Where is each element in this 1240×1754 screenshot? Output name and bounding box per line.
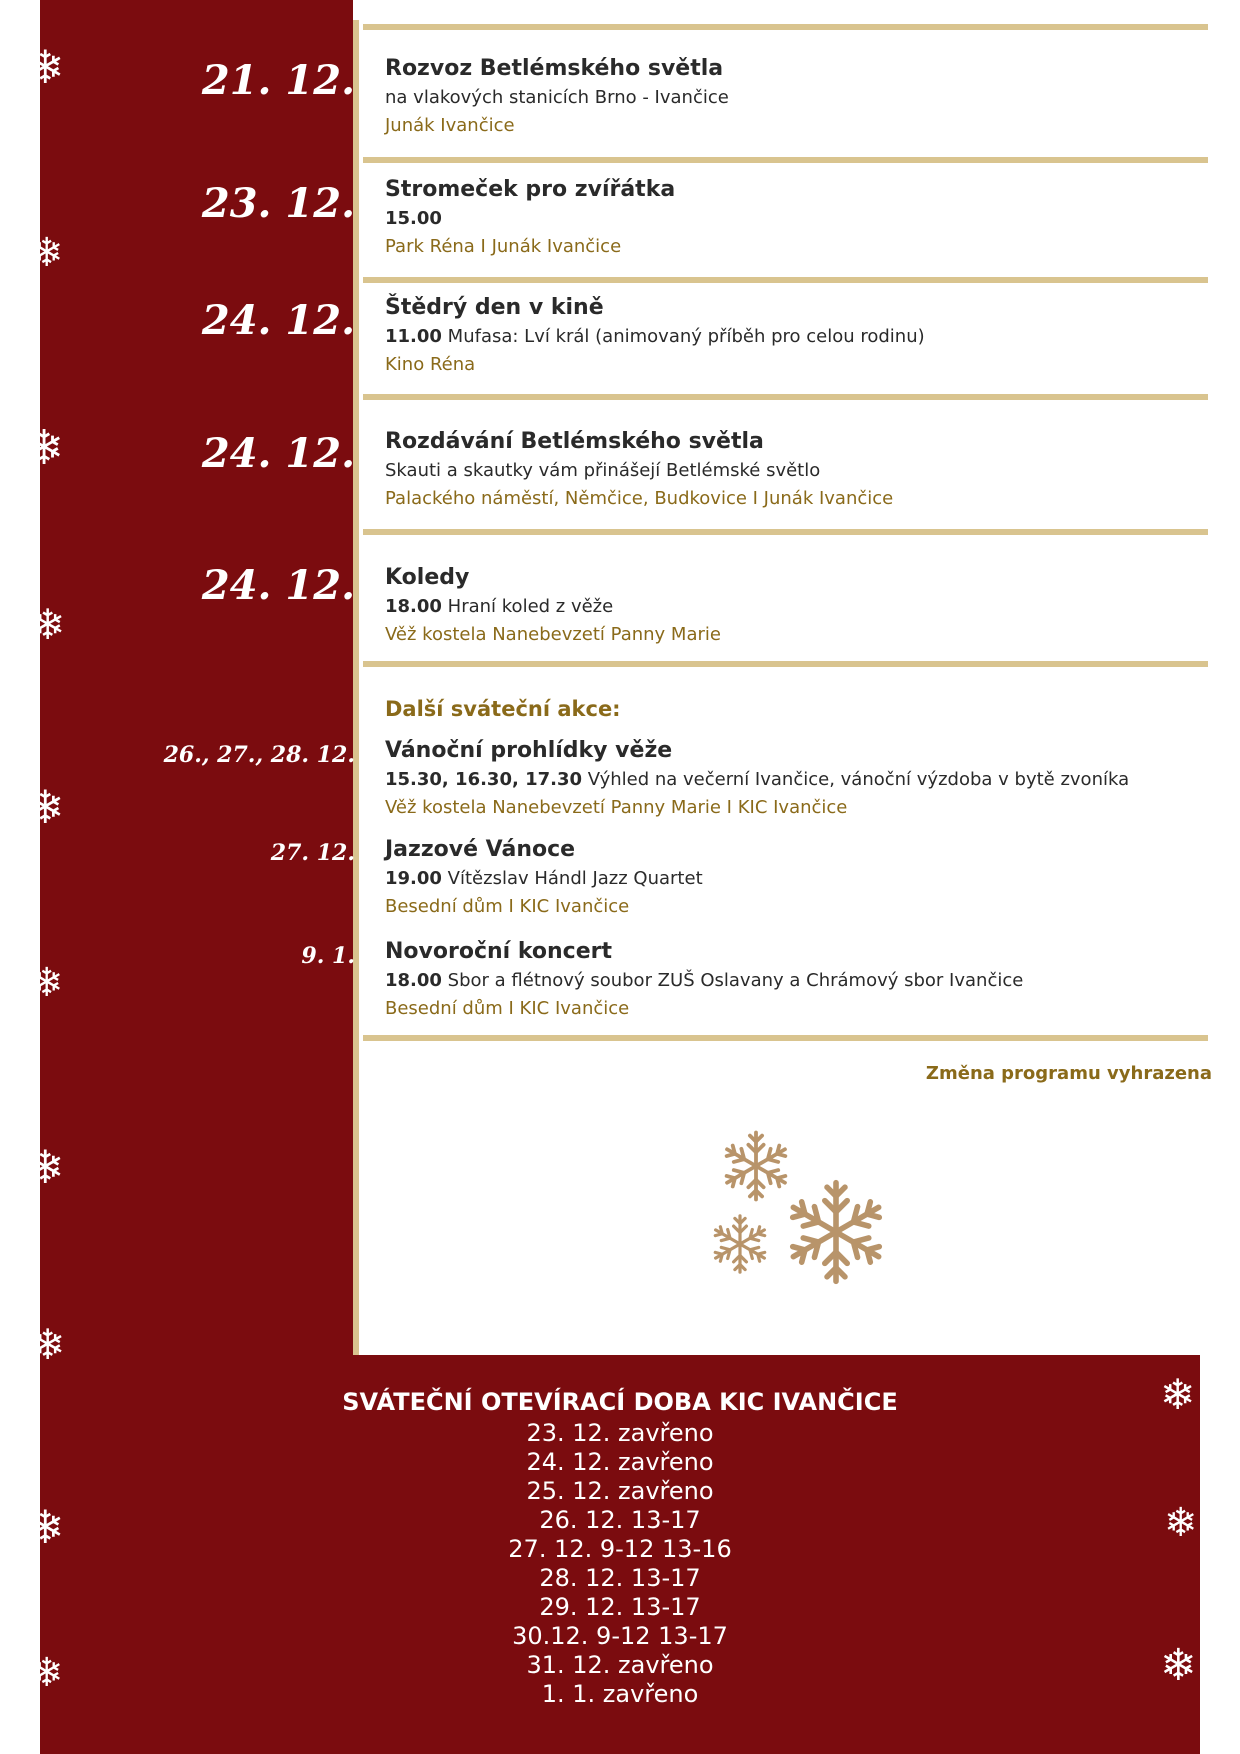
event-date: 27. 12. <box>270 840 355 866</box>
event-date: 9. 1. <box>301 943 355 969</box>
event-item <box>385 54 1225 140</box>
snowflake-icon: ❄ <box>30 960 64 1006</box>
horizontal-divider <box>363 157 1208 163</box>
event-title: Rozvoz Betlémského světla <box>385 56 724 81</box>
event-item <box>385 736 1225 822</box>
event-place: Věž kostela Nanebevzetí Panny Marie <box>385 624 721 645</box>
opening-hours <box>40 1385 1200 1709</box>
event-title: Stromeček pro zvířátka <box>385 177 676 202</box>
horizontal-divider <box>363 277 1208 283</box>
snowflake-icon: ❄ <box>30 1320 66 1369</box>
event-date: 26., 27., 28. 12. <box>163 742 355 768</box>
event-item <box>385 175 1225 261</box>
event-time: 18.00 <box>385 596 442 617</box>
snowflake-icon: ❄ <box>26 1500 65 1554</box>
event-title: Štědrý den v kině <box>385 295 604 320</box>
event-title: Novoroční koncert <box>385 939 612 964</box>
event-time: 15.00 <box>385 208 442 229</box>
snowflake-icon: ❄ <box>30 1650 64 1696</box>
opening-hours-line: 28. 12. 13-17 <box>539 1564 701 1592</box>
event-date: 24. 12. <box>201 297 355 344</box>
event-title: Vánoční prohlídky věže <box>385 738 673 763</box>
opening-hours-line: 24. 12. zavřeno <box>526 1448 714 1476</box>
snowflake-icon: ❄ <box>26 780 65 834</box>
event-item <box>385 293 1225 379</box>
event-time: 18.00 <box>385 970 442 991</box>
event-date: 24. 12. <box>201 562 355 609</box>
horizontal-divider <box>363 661 1208 667</box>
snowflake-icon: ❄ <box>1160 1370 1196 1419</box>
opening-hours-line: 29. 12. 13-17 <box>539 1593 701 1621</box>
event-date: 21. 12. <box>201 57 355 104</box>
snowflake-icon: ❄ <box>30 600 66 649</box>
opening-hours-line: 23. 12. zavřeno <box>526 1419 714 1447</box>
event-description: na vlakových stanicích Brno - Ivančice <box>385 87 729 108</box>
event-title: Koledy <box>385 565 470 590</box>
opening-hours-line: 25. 12. zavřeno <box>526 1477 714 1505</box>
event-item <box>385 937 1225 1023</box>
program-change-note: Změna programu vyhrazena <box>925 1063 1212 1084</box>
event-date: 23. 12. <box>201 180 355 227</box>
event-time: 19.00 <box>385 868 442 889</box>
event-place: Věž kostela Nanebevzetí Panny Marie I KIC Ivančice <box>385 797 848 818</box>
event-item <box>385 563 1225 649</box>
opening-hours-line: 31. 12. zavřeno <box>526 1651 714 1679</box>
snowflake-arms <box>712 1216 767 1272</box>
event-item <box>385 835 1225 921</box>
event-place: Besední dům I KIC Ivančice <box>385 896 630 917</box>
event-description: Výhled na večerní Ivančice, vánoční výzdoba v bytě zvoníka <box>587 769 1130 790</box>
horizontal-divider <box>363 394 1208 400</box>
event-title: Rozdávání Betlémského světla <box>385 429 764 454</box>
horizontal-divider <box>363 24 1208 30</box>
horizontal-divider <box>363 1035 1208 1041</box>
event-description: Sbor a flétnový soubor ZUŠ Oslavany a Chrámový sbor Ivančice <box>447 970 1024 991</box>
event-place: Junák Ivančice <box>385 115 515 136</box>
snowflake-icon: ❄ <box>24 420 65 476</box>
event-item <box>385 427 1225 513</box>
horizontal-divider <box>363 529 1208 535</box>
event-description: Skauti a skautky vám přinášejí Betlémské světlo <box>385 460 821 481</box>
event-time: 15.30, 16.30, 17.30 <box>385 769 583 790</box>
other-events-heading: Další sváteční akce: <box>385 697 621 721</box>
event-place: Park Réna I Junák Ivančice <box>385 236 622 257</box>
snowflake-arms <box>723 1133 789 1200</box>
opening-hours-line: 27. 12. 9-12 13-16 <box>508 1535 732 1563</box>
event-time: 11.00 <box>385 326 442 347</box>
opening-hours-line: 1. 1. zavřeno <box>541 1680 699 1708</box>
snowflake-icon: ❄ <box>26 1140 65 1194</box>
opening-hours-title: SVÁTEČNÍ OTEVÍRACÍ DOBA KIC IVANČICE <box>342 1388 898 1416</box>
snowflake-icon <box>708 1212 772 1276</box>
event-description: Mufasa: Lví král (animovaný příběh pro celou rodinu) <box>447 326 925 347</box>
event-description: Hraní koled z věže <box>447 596 614 617</box>
event-description: Vítězslav Hándl Jazz Quartet <box>447 868 703 889</box>
opening-hours-line: 30.12. 9-12 13-17 <box>512 1622 728 1650</box>
event-place: Palackého náměstí, Němčice, Budkovice I Junák Ivančice <box>385 488 894 509</box>
snowflake-icon: ❄ <box>1164 1500 1198 1546</box>
event-title: Jazzové Vánoce <box>385 837 576 862</box>
event-date: 24. 12. <box>201 430 355 477</box>
snowflake-icon <box>780 1176 892 1288</box>
snowflake-icon: ❄ <box>1160 1640 1197 1691</box>
event-place: Besední dům I KIC Ivančice <box>385 998 630 1019</box>
event-place: Kino Réna <box>385 354 476 375</box>
snowflake-arms <box>788 1183 885 1282</box>
snowflake-icon: ❄ <box>30 230 64 276</box>
snowflake-icon: ❄ <box>26 40 65 94</box>
opening-hours-line: 26. 12. 13-17 <box>539 1506 701 1534</box>
